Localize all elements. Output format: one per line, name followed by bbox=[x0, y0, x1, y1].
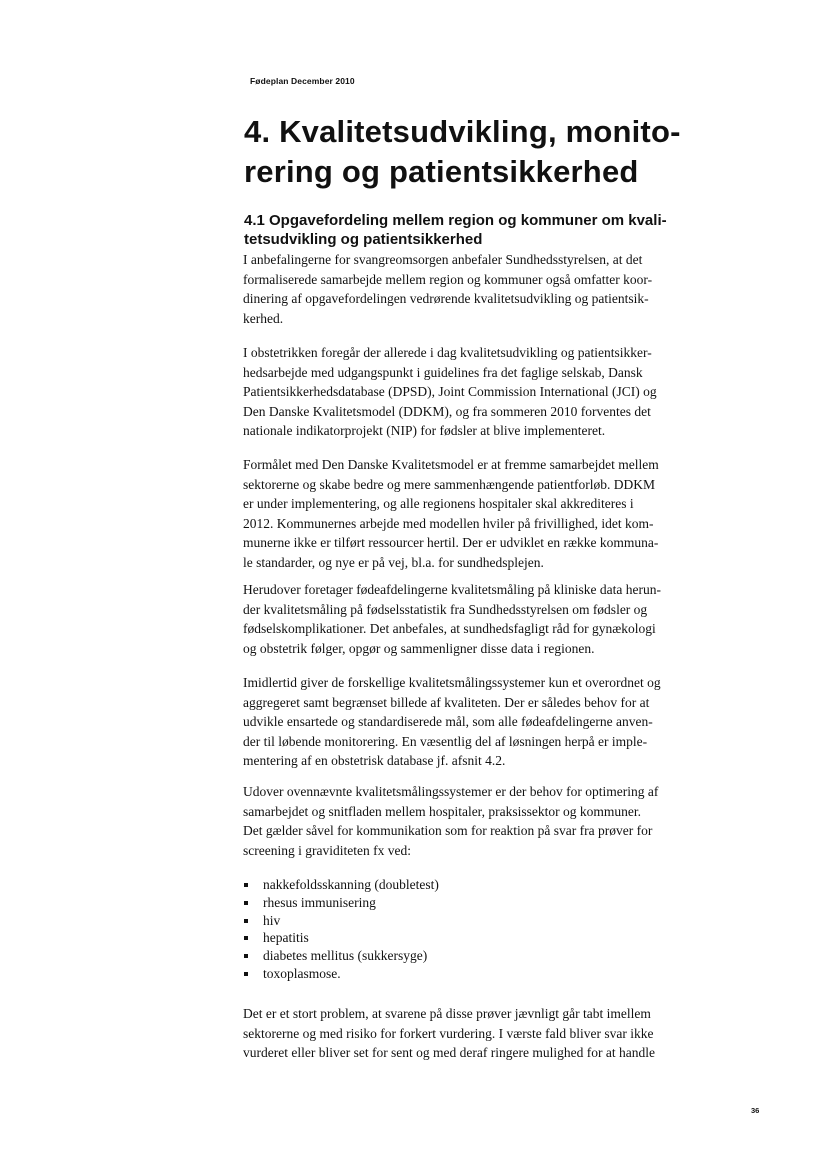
list-item bbox=[243, 929, 683, 947]
text-line: sektorerne og skabe bedre og mere sammenhængende patientforløb. DDKM bbox=[243, 476, 656, 492]
page-number: 36 bbox=[751, 1106, 760, 1115]
text-line: er under implementering, og alle regionens hospitaler skal akkrediteres i bbox=[243, 496, 634, 511]
section-title bbox=[244, 211, 704, 249]
paragraph-2 bbox=[243, 343, 703, 441]
list-item-text: hepatitis bbox=[263, 930, 309, 946]
text-line: samarbejdet og snitfladen mellem hospitaler, praksissektor og kommuner. bbox=[243, 803, 641, 819]
list-item-text: nakkefoldsskanning (doubletest) bbox=[263, 877, 439, 892]
bullet-square-icon bbox=[244, 919, 248, 923]
text-line: og obstetrik følger, opgør og sammenligner disse data i regionen. bbox=[243, 640, 595, 656]
paragraph-4 bbox=[243, 580, 703, 658]
text-line: Formålet med Den Danske Kvalitetsmodel er at fremme samarbejdet mellem bbox=[243, 457, 659, 472]
list-item-text: rhesus immunisering bbox=[263, 894, 376, 910]
text-line: Udover ovennævnte kvalitetsmålingssystemer er der behov for optimering af bbox=[243, 784, 659, 799]
paragraph-5 bbox=[243, 673, 703, 771]
bullet-square-icon bbox=[244, 972, 248, 976]
text-line: screening i graviditeten fx ved: bbox=[243, 842, 411, 858]
bullet-square-icon bbox=[244, 936, 248, 940]
text-line: der til løbende monitorering. En væsentlig del af løsningen herpå er imple- bbox=[243, 733, 648, 749]
section-title-line: 4.1 Opgavefordeling mellem region og kommuner om kvali- bbox=[244, 212, 667, 229]
text-line: le standarder, og nye er på vej, bl.a. for sundhedsplejen. bbox=[243, 554, 544, 570]
screening-list bbox=[243, 876, 683, 983]
text-line: Imidlertid giver de forskellige kvalitetsmålingssystemer kun et overordnet og bbox=[243, 675, 661, 690]
text-line: kerhed. bbox=[243, 310, 284, 326]
list-item-text: toxoplasmose. bbox=[263, 965, 341, 981]
text-line: formaliserede samarbejde mellem region og kommuner også omfatter koor- bbox=[243, 271, 653, 287]
list-item bbox=[243, 876, 683, 894]
text-line: Den Danske Kvalitetsmodel (DDKM), og fra sommeren 2010 forventes det bbox=[243, 403, 651, 419]
bullet-square-icon bbox=[244, 901, 248, 905]
paragraph-3 bbox=[243, 455, 703, 572]
text-line: udvikle ensartede og standardiserede mål, som alle fødeafdelingerne anven- bbox=[243, 714, 653, 729]
text-line: Herudover foretager fødeafdelingerne kvalitetsmåling på kliniske data herun- bbox=[243, 582, 661, 597]
list-item-text: hiv bbox=[263, 912, 281, 928]
text-line: vurderet eller bliver set for sent og med deraf ringere mulighed for at handle bbox=[243, 1045, 655, 1060]
text-line: Det er et stort problem, at svarene på disse prøver jævnligt går tabt imellem bbox=[243, 1006, 651, 1021]
text-line: sektorerne og med risiko for forkert vurdering. I værste fald bliver svar ikke bbox=[243, 1025, 654, 1041]
text-line: der kvalitetsmåling på fødselsstatistik fra Sundhedsstyrelsen om fødsler og bbox=[243, 601, 648, 617]
text-line: mentering af en obstetrisk database jf. afsnit 4.2. bbox=[243, 753, 506, 768]
chapter-title-line: 4. Kvalitetsudvikling, monito- bbox=[244, 114, 681, 149]
text-line: munerne ikke er tilført ressourcer hertil. Der er udviklet en række kommuna- bbox=[243, 535, 659, 550]
text-line: Det gælder såvel for kommunikation som for reaktion på svar fra prøver for bbox=[243, 823, 653, 838]
text-line: hedsarbejde med udgangspunkt i guidelines fra det faglige selskab, Dansk bbox=[243, 364, 643, 380]
text-line: Patientsikkerhedsdatabase (DPSD), Joint Commission International (JCI) og bbox=[243, 384, 657, 399]
text-line: aggregeret samt begrænset billede af kvaliteten. Der er således behov for at bbox=[243, 694, 650, 710]
paragraph-6 bbox=[243, 782, 703, 860]
text-line: I obstetrikken foregår der allerede i dag kvalitetsudvikling og patientsikker- bbox=[243, 345, 652, 360]
chapter-title-line: rering og patientsikkerhed bbox=[244, 154, 639, 189]
list-item bbox=[243, 894, 683, 912]
running-header: Fødeplan December 2010 bbox=[250, 76, 355, 86]
text-line: dinering af opgavefordelingen vedrørende kvalitetsudvikling og patientsik- bbox=[243, 291, 649, 306]
paragraph-1 bbox=[243, 250, 703, 328]
list-item-text: diabetes mellitus (sukkersyge) bbox=[263, 948, 428, 964]
paragraph-7 bbox=[243, 1004, 703, 1063]
list-item bbox=[243, 947, 683, 965]
chapter-title bbox=[244, 112, 714, 192]
text-line: 2012. Kommunernes arbejde med modellen hviler på frivillighed, idet kom- bbox=[243, 515, 654, 531]
list-item bbox=[243, 912, 683, 930]
text-line: nationale indikatorprojekt (NIP) for fødsler at blive implementeret. bbox=[243, 423, 606, 438]
bullet-square-icon bbox=[244, 883, 248, 887]
bullet-square-icon bbox=[244, 954, 248, 958]
text-line: fødselskomplikationer. Det anbefales, at sundhedsfagligt råd for gynækologi bbox=[243, 621, 656, 636]
list-item bbox=[243, 965, 683, 983]
section-title-line: tetsudvikling og patientsikkerhed bbox=[244, 231, 483, 248]
text-line: I anbefalingerne for svangreomsorgen anbefaler Sundhedsstyrelsen, at det bbox=[243, 252, 643, 267]
